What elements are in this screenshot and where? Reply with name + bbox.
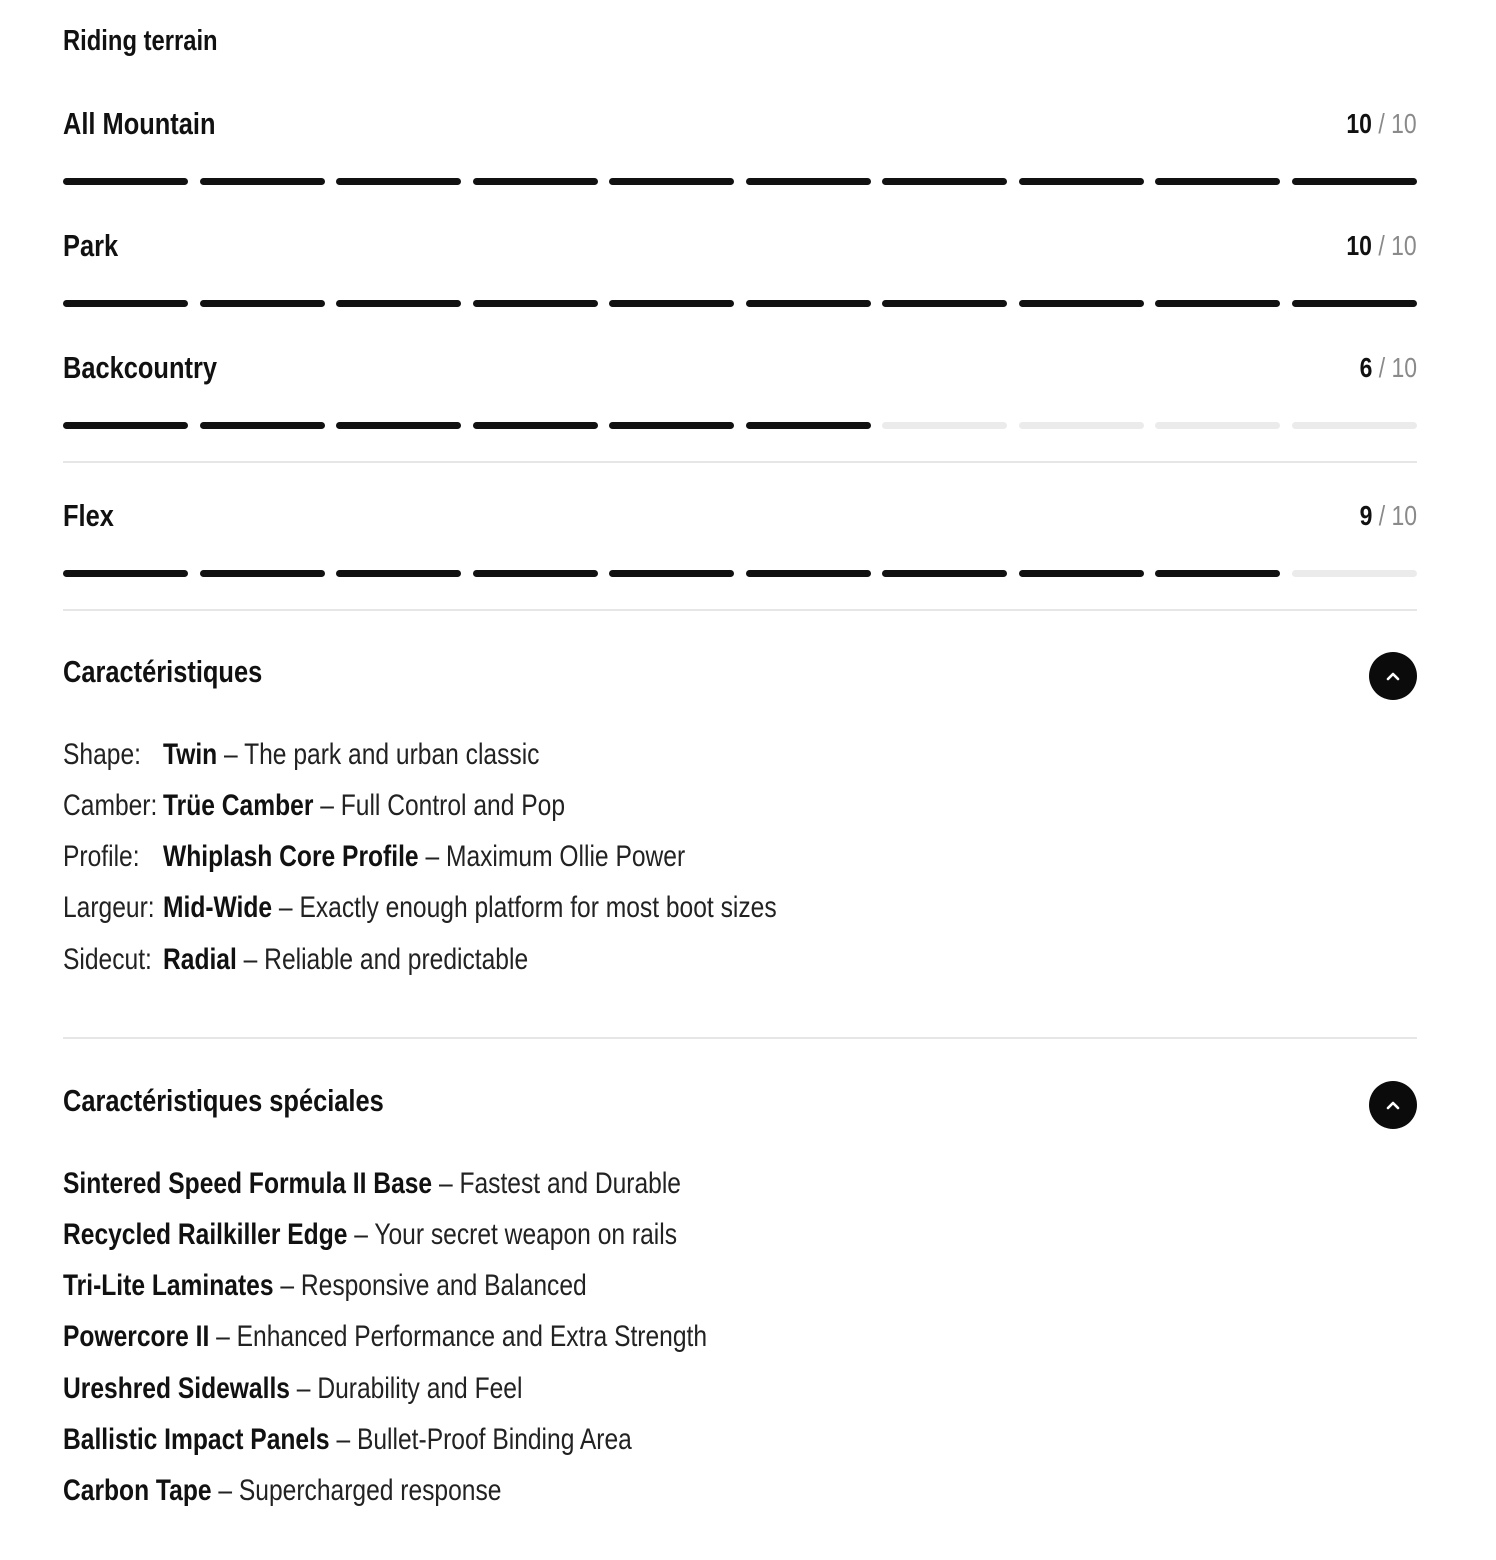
feature-item <box>63 1471 598 1511</box>
meter-segment-filled <box>1292 300 1417 307</box>
meter-segment-empty <box>1019 422 1144 429</box>
feature-item <box>63 1317 848 1357</box>
meter-flex <box>63 496 1417 536</box>
meter-segment-filled <box>609 178 734 185</box>
meter-label: Park <box>63 228 119 263</box>
meter-park <box>63 226 1417 266</box>
meter-segment-filled <box>200 422 325 429</box>
meter-bar <box>63 178 1417 185</box>
meter-bar <box>63 422 1417 429</box>
chevron-up-icon <box>1386 671 1400 681</box>
meter-segment-filled <box>1155 570 1280 577</box>
riding-terrain-title: Riding terrain <box>63 25 218 57</box>
special-features-title[interactable]: Caractéristiques spéciales <box>63 1083 384 1118</box>
meter-segment-empty <box>1292 570 1417 577</box>
spec-key: Camber: <box>63 789 158 822</box>
meter-segment-filled <box>200 178 325 185</box>
feature-name: Ureshred Sidewalls <box>63 1372 290 1405</box>
feature-item <box>63 1215 812 1255</box>
feature-desc: – Responsive and Balanced <box>273 1269 587 1302</box>
feature-desc: – Supercharged response <box>211 1474 502 1507</box>
meter-segment-filled <box>200 570 325 577</box>
meter-segment-filled <box>473 300 598 307</box>
meter-score: 10 / 10 <box>1346 230 1417 261</box>
feature-item <box>63 1164 817 1204</box>
chevron-up-icon <box>1386 1100 1400 1110</box>
meter-segment-filled <box>1155 300 1280 307</box>
feature-desc: – Enhanced Performance and Extra Strength <box>209 1320 708 1353</box>
spec-desc: – The park and urban classic <box>217 738 540 771</box>
meter-segment-filled <box>882 300 1007 307</box>
meter-segment-filled <box>336 178 461 185</box>
meter-segment-empty <box>1155 422 1280 429</box>
special-features-toggle-button[interactable] <box>1369 1081 1417 1129</box>
feature-item <box>63 1420 757 1460</box>
spec-key: Shape: <box>63 738 141 771</box>
meter-segment-empty <box>1292 422 1417 429</box>
feature-name: Tri-Lite Laminates <box>63 1269 274 1302</box>
meter-segment-filled <box>336 570 461 577</box>
spec-value: Trüe Camber <box>163 789 314 822</box>
feature-name: Ballistic Impact Panels <box>63 1423 330 1456</box>
meter-score: 9 / 10 <box>1359 500 1417 531</box>
spec-value: Radial <box>163 943 237 976</box>
spec-key: Largeur: <box>63 891 155 924</box>
meter-backcountry <box>63 348 1417 388</box>
feature-item <box>63 1369 623 1409</box>
spec-key: Sidecut: <box>63 943 152 976</box>
meter-segment-filled <box>63 300 188 307</box>
spec-key: Profile: <box>63 840 140 873</box>
feature-desc: – Bullet-Proof Binding Area <box>329 1423 632 1456</box>
meter-segment-filled <box>609 422 734 429</box>
meter-value: 9 <box>1359 500 1373 531</box>
meter-segment-filled <box>473 178 598 185</box>
feature-name: Carbon Tape <box>63 1474 212 1507</box>
meter-segment-filled <box>609 570 734 577</box>
meter-segment-filled <box>63 178 188 185</box>
divider <box>63 609 1417 611</box>
meter-label: Backcountry <box>63 350 217 385</box>
feature-name: Powercore II <box>63 1320 210 1353</box>
divider <box>63 461 1417 463</box>
meter-value: 10 <box>1346 230 1373 261</box>
meter-all-mountain <box>63 104 1417 144</box>
meter-bar <box>63 300 1417 307</box>
meter-segment-filled <box>1019 300 1144 307</box>
meter-segment-filled <box>473 422 598 429</box>
meter-value: 10 <box>1346 108 1373 139</box>
meter-segment-filled <box>336 422 461 429</box>
spec-value: Whiplash Core Profile <box>163 840 419 873</box>
spec-desc: – Maximum Ollie Power <box>418 840 686 873</box>
meter-bar <box>63 570 1417 577</box>
meter-segment-filled <box>746 570 871 577</box>
feature-desc: – Durability and Feel <box>289 1372 523 1405</box>
meter-segment-filled <box>1019 178 1144 185</box>
meter-label: All Mountain <box>63 106 216 141</box>
meter-score: 10 / 10 <box>1346 108 1417 139</box>
feature-item <box>63 1266 702 1306</box>
feature-name: Recycled Railkiller Edge <box>63 1218 348 1251</box>
meter-segment-empty <box>882 422 1007 429</box>
spec-desc: – Full Control and Pop <box>313 789 566 822</box>
spec-value: Mid-Wide <box>163 891 273 924</box>
feature-desc: – Your secret weapon on rails <box>347 1218 678 1251</box>
meter-segment-filled <box>746 300 871 307</box>
characteristics-toggle-button[interactable] <box>1369 652 1417 700</box>
meter-segment-filled <box>609 300 734 307</box>
meter-segment-filled <box>63 570 188 577</box>
spec-desc: – Exactly enough platform for most boot sizes <box>272 891 777 924</box>
meter-segment-filled <box>63 422 188 429</box>
meter-segment-filled <box>473 570 598 577</box>
meter-segment-filled <box>882 570 1007 577</box>
meter-score: 6 / 10 <box>1359 352 1417 383</box>
meter-segment-filled <box>746 178 871 185</box>
meter-value: 6 <box>1359 352 1373 383</box>
meter-segment-filled <box>336 300 461 307</box>
meter-label: Flex <box>63 498 114 533</box>
divider <box>63 1037 1417 1039</box>
spec-value: Twin <box>163 738 218 771</box>
meter-segment-filled <box>1019 570 1144 577</box>
meter-segment-filled <box>1155 178 1280 185</box>
feature-desc: – Fastest and Durable <box>432 1167 681 1200</box>
feature-name: Sintered Speed Formula II Base <box>63 1167 433 1200</box>
meter-segment-filled <box>200 300 325 307</box>
meter-segment-filled <box>882 178 1007 185</box>
meter-segment-filled <box>1292 178 1417 185</box>
characteristics-title[interactable]: Caractéristiques <box>63 654 263 689</box>
meter-segment-filled <box>746 422 871 429</box>
spec-desc: – Reliable and predictable <box>236 943 529 976</box>
